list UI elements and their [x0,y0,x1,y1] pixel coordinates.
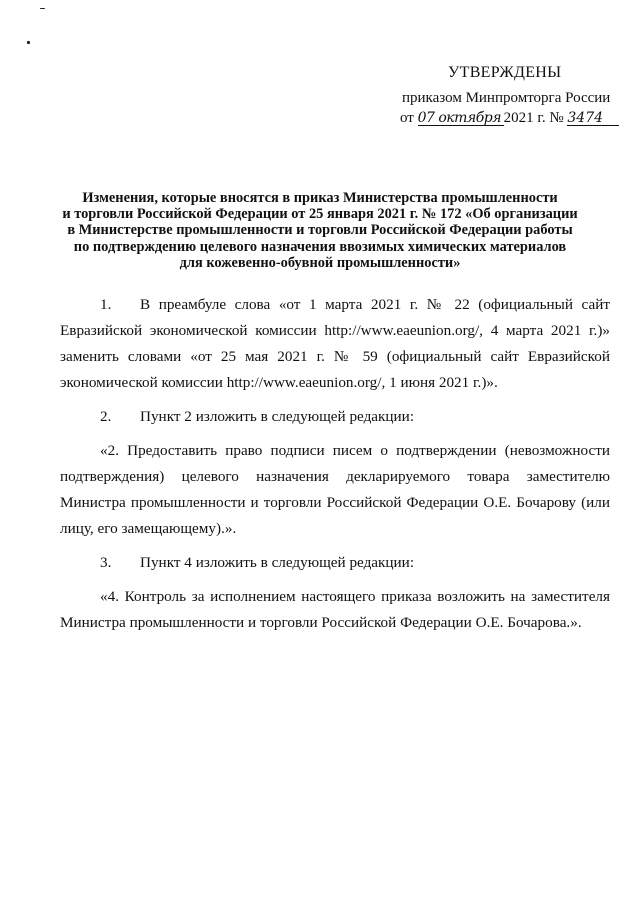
item-3 [60,550,610,576]
document-body [60,292,610,644]
date-prefix: от [400,110,414,126]
scan-speck [27,41,30,44]
title-line: для кожевенно-обувной промышленности» [179,254,461,271]
handwritten-date: 07 октября [418,111,504,126]
item-text: «4. Контроль за исполнением настоящего приказа возложить на заместителя Министра промышленности и торговли Российской Федерации О.Е. Бочарова.». [60,588,610,631]
item-text: Пункт 2 изложить в следующей редакции: [140,408,415,425]
order-date-line [400,110,619,127]
item-number: 2. [100,408,112,425]
title-line: и торговли Российской Федерации от 25 января 2021 г. № 172 «Об организации [62,206,578,223]
item-1 [60,292,610,396]
order-line: приказом Минпромторга России [402,90,611,106]
document-title [40,190,600,271]
item-3-quote [60,584,610,636]
scan-speck [40,8,45,9]
handwritten-number: 3474 [567,111,619,126]
year-text: 2021 г. № [503,110,564,126]
item-text: Пункт 4 изложить в следующей редакции: [140,554,415,571]
item-text: «2. Предоставить право подписи писем о подтверждении (невозможности подтверждения) целевого назначения декларируемого товара заместителю Министра промышленности и торговли Российской Федерации О.Е. Бочарову (или лицу, его замещающему).». [60,442,610,537]
title-line: Изменения, которые вносятся в приказ Министерства промышленности [82,190,558,206]
item-2-quote [60,438,610,542]
title-line: в Министерстве промышленности и торговли Российской Федерации работы [67,222,573,239]
item-text: В преамбуле слова «от 1 марта 2021 г. № 22 (официальный сайт Евразийской экономической комиссии http://www.eaeunion.org/, 4 марта 2021 г.)» заменить словами «от 25 мая 2021 г. № 59 (официальный сайт Евразийской экономической комиссии http://www.eaeunion.org/, 1 июня 2021 г.)». [60,296,610,391]
item-number: 3. [100,554,112,571]
item-number: 1. [100,296,112,313]
item-2 [60,404,610,430]
title-line: по подтверждению целевого назначения ввозимых химических материалов [73,238,567,255]
approved-heading: УТВЕРЖДЕНЫ [448,64,562,81]
